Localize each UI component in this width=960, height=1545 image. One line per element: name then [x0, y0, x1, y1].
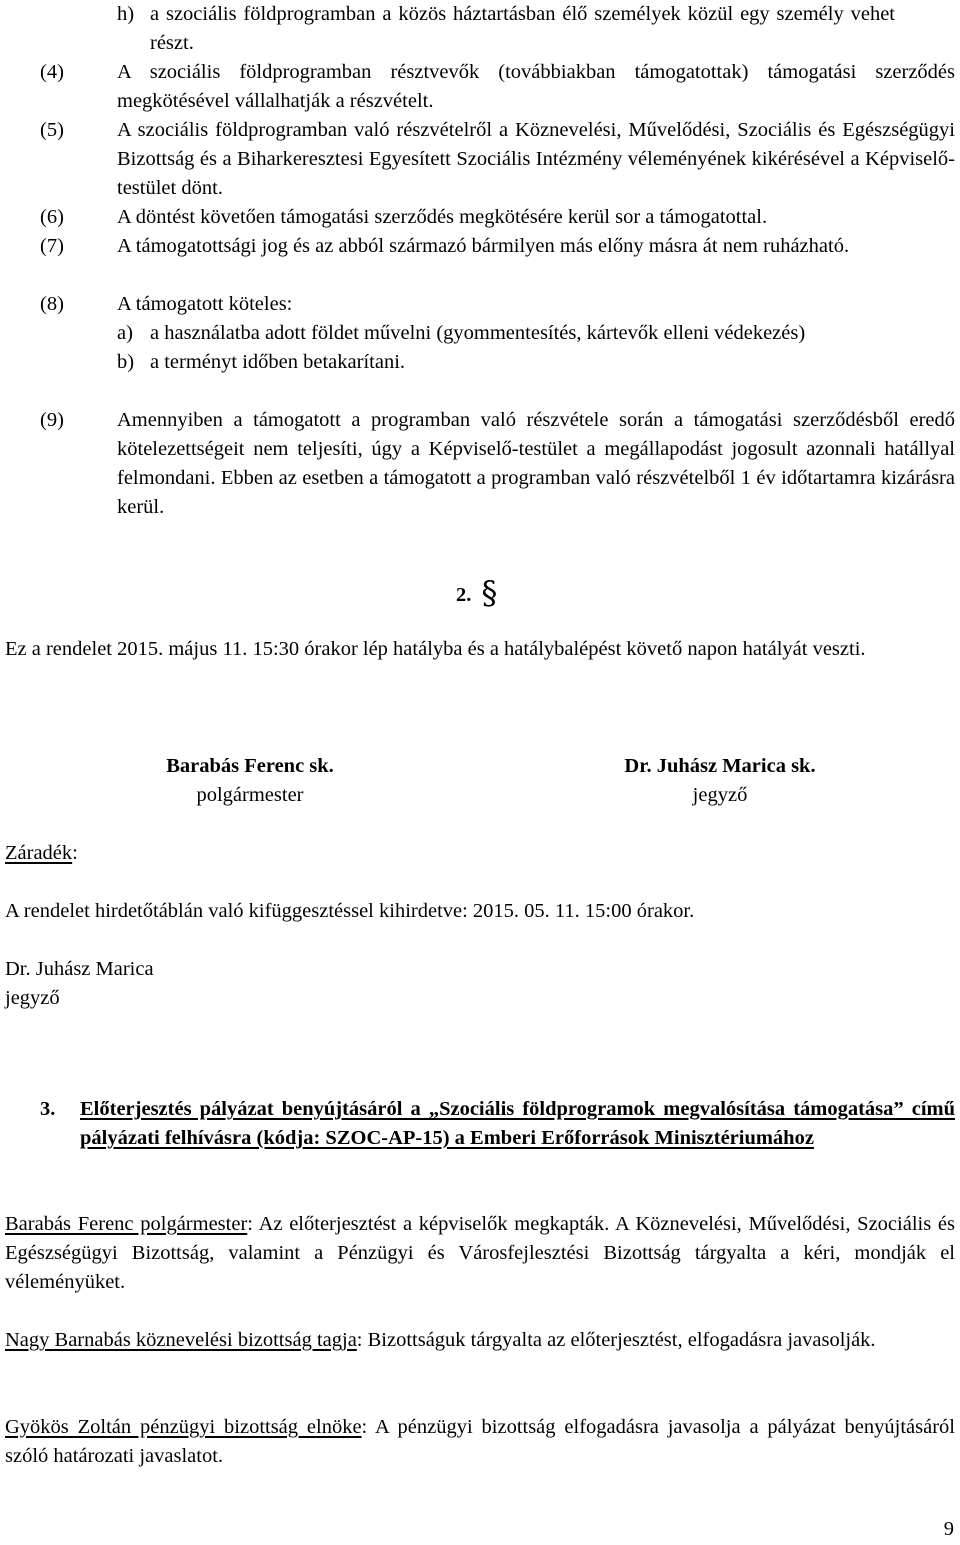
paragraph-8 — [40, 290, 955, 377]
list-letter: b) — [117, 351, 135, 373]
list-text: a szociális földprogramban a közös háztartásban élő személyek közül egy személy vehet részt. — [150, 3, 895, 54]
paragraph-number: (7) — [40, 235, 64, 257]
paragraph-body — [117, 290, 955, 377]
paragraph-9 — [40, 406, 955, 522]
speaker-colon: : — [247, 1213, 253, 1235]
statement-finance-chair — [5, 1413, 955, 1471]
clause-colon: : — [72, 842, 78, 864]
speaker-name: Gyökös Zoltán pénzügyi bizottság elnöke — [5, 1416, 362, 1438]
section-heading — [456, 576, 497, 610]
signer-title: jegyző — [692, 784, 748, 806]
clause-signer — [5, 955, 154, 1013]
paragraph-text: A szociális földprogramban való részvételről a Köznevelési, Művelődési, Szociális és Egészségügyi Bizottság és a Biharkeresztesi Egyesített Szociális Intézmény véleményének kikérésével a Képviselő-testület dönt. — [117, 119, 955, 199]
speaker-colon: : — [361, 1416, 368, 1438]
agenda-number: 3. — [40, 1098, 56, 1120]
signature-mayor — [130, 752, 370, 810]
list-item-h — [117, 0, 895, 58]
paragraph-text: Amennyiben a támogatott a programban való részvétele során a támogatási szerződésből eredő kötelezettségeit nem teljesíti, úgy a Képviselő-testület a megállapodást jogosult azonnali hatállyal felmondani. Ebben az esetben a támogatott a programban való részvételből 1 év időtartamra kizárásra kerül. — [117, 409, 955, 518]
list-text: a használatba adott földet művelni (gyommentesítés, kártevők elleni védekezés) — [150, 322, 806, 344]
paragraph-5 — [40, 116, 955, 203]
paragraph-text: A támogatott köteles: — [117, 293, 293, 315]
paragraph-number: (5) — [40, 119, 64, 141]
list-letter: a) — [117, 322, 133, 344]
paragraph-7 — [40, 232, 955, 261]
page-number: 9 — [943, 1518, 954, 1540]
effect-text: Ez a rendelet 2015. május 11. 15:30 órakor lép hatályba és a hatálybalépést követő napon hatályát veszti. — [5, 638, 866, 660]
paragraph-4 — [40, 58, 955, 116]
signer-title: polgármester — [196, 784, 304, 806]
signature-notary — [590, 752, 850, 810]
paragraph-text: A támogatottsági jog és az abból származó bármilyen más előny másra át nem ruházható. — [117, 235, 850, 257]
statement-mayor — [5, 1210, 955, 1297]
clause-label — [5, 839, 78, 868]
agenda-item — [40, 1095, 955, 1153]
speaker-colon: : — [356, 1329, 363, 1351]
section-sign: § — [481, 574, 498, 612]
list-text: a terményt időben betakarítani. — [150, 351, 406, 373]
signer-name: Barabás Ferenc sk. — [166, 755, 334, 777]
clause-signer-name: Dr. Juhász Marica — [5, 958, 154, 980]
clause-text: A rendelet hirdetőtáblán való kifüggesztéssel kihirdetve: 2015. 05. 11. 15:00 órakor. — [5, 900, 695, 922]
paragraph-number: (8) — [40, 293, 64, 315]
paragraph-text: A szociális földprogramban résztvevők (továbbiakban támogatottak) támogatási szerződés megkötésével vállalhatják a részvételt. — [117, 61, 955, 112]
speaker-name: Barabás Ferenc polgármester — [5, 1213, 248, 1235]
speaker-name: Nagy Barnabás köznevelési bizottság tagja — [5, 1329, 357, 1351]
clause-label-text: Záradék — [5, 842, 73, 864]
statement-text: Bizottságuk tárgyalta az előterjesztést, elfogadásra javasolják. — [362, 1329, 876, 1351]
list-letter: h) — [117, 3, 135, 25]
agenda-title: Előterjesztés pályázat benyújtásáról a „Szociális földprogramok megvalósítása támogatása” című pályázati felhívásra (kódja: SZOC-AP-15) a Emberi Erőforrások Minisztériumához — [80, 1098, 955, 1149]
paragraph-number: (6) — [40, 206, 64, 228]
paragraph-text: A döntést követően támogatási szerződés megkötésére kerül sor a támogatottal. — [117, 206, 768, 228]
statement-text: Az előterjesztést a képviselők megkapták. A Köznevelési, Művelődési, Szociális és Egészségügyi Bizottság, valamint a Pénzügyi és Városfejlesztési Bizottság tárgyalta a kéri, mondják el véleményüket. — [5, 1213, 955, 1293]
paragraph-number: (4) — [40, 61, 64, 83]
paragraph-6 — [40, 203, 955, 232]
list-item-b — [117, 348, 955, 377]
signer-name: Dr. Juhász Marica sk. — [624, 755, 816, 777]
paragraph-number: (9) — [40, 409, 64, 431]
section-number: 2. — [456, 584, 472, 606]
statement-text: A pénzügyi bizottság elfogadásra javasolja a pályázat benyújtásáról szóló határozati javaslatot. — [5, 1416, 956, 1467]
list-item-a — [117, 319, 955, 348]
statement-education-member — [5, 1326, 955, 1355]
clause-signer-title: jegyző — [5, 987, 60, 1009]
